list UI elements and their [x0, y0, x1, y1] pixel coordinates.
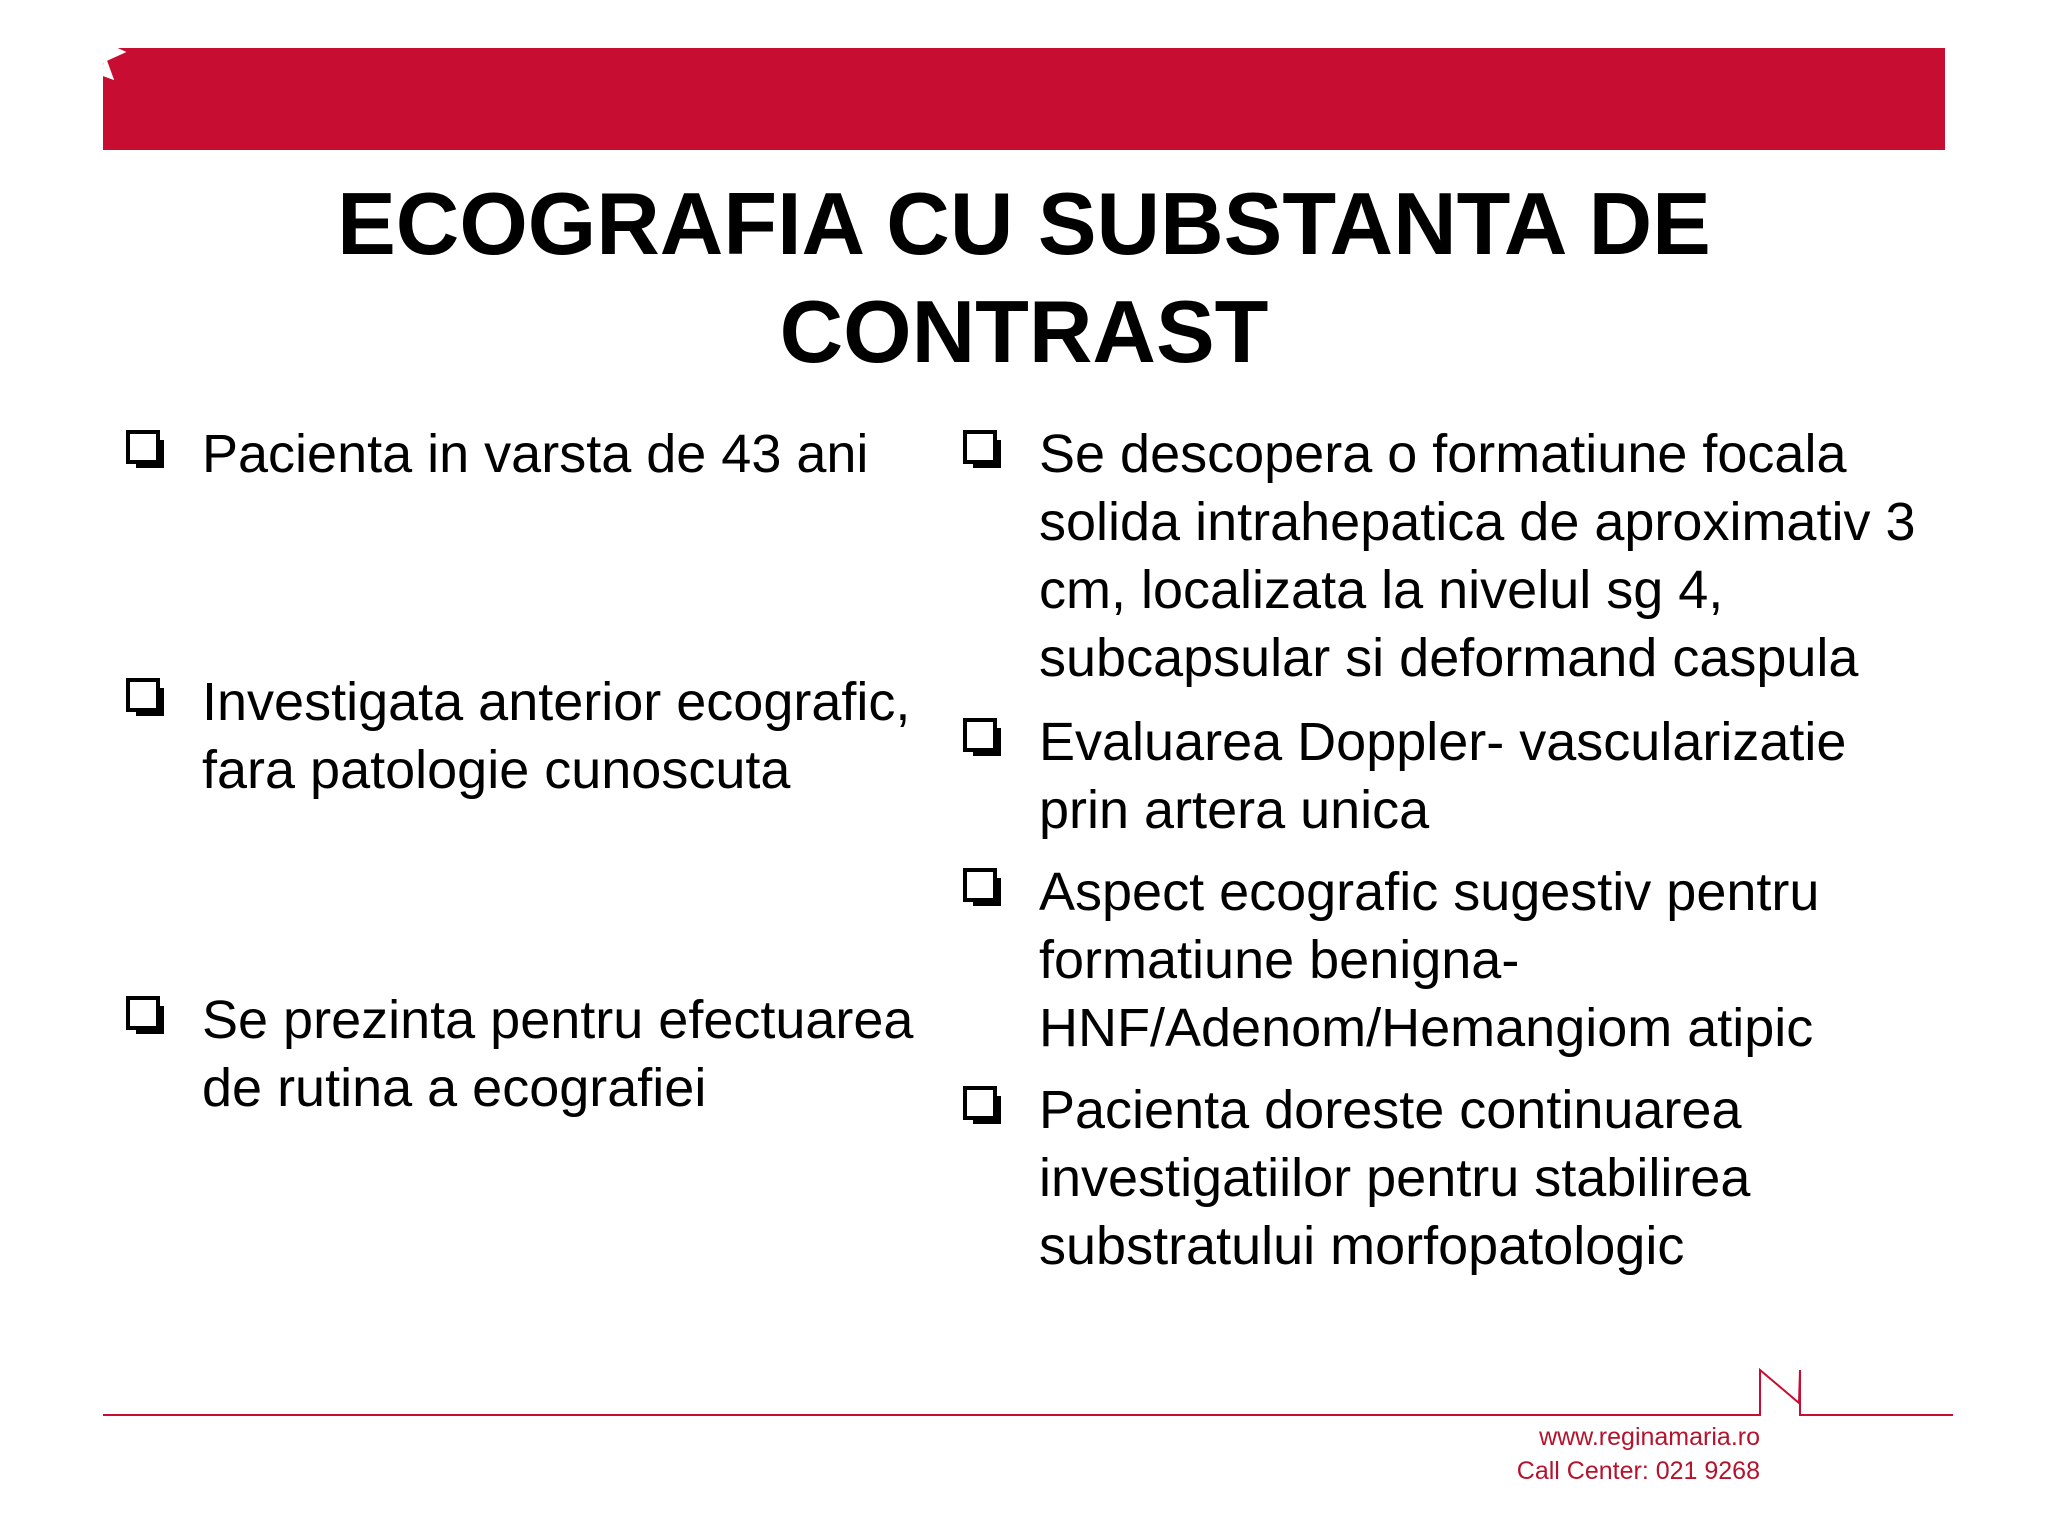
left-bullet-list — [126, 420, 966, 1122]
footer-divider — [103, 1368, 1953, 1416]
list-item — [963, 420, 1983, 692]
checkbox-bullet-icon — [963, 868, 1003, 908]
checkbox-bullet-icon — [963, 430, 1003, 470]
list-item-line: fara patologie cunoscuta — [202, 740, 791, 800]
title-line-2: CONTRAST — [779, 282, 1269, 381]
list-item-line: cm, localizata la nivelul sg 4, — [1039, 560, 1724, 620]
list-item-line: Pacienta in varsta de 43 ani — [202, 424, 869, 484]
list-item-line: prin artera unica — [1039, 780, 1430, 840]
slide-title — [103, 170, 1945, 386]
title-line-1: ECOGRAFIA CU SUBSTANTA DE — [337, 174, 1711, 273]
footer-call-center: Call Center: 021 9268 — [1516, 1457, 1760, 1485]
list-item-line: solida intrahepatica de aproximativ 3 — [1039, 492, 1916, 552]
list-item-line: substratului morfopatologic — [1039, 1216, 1685, 1276]
right-bullet-list — [963, 420, 1983, 1280]
star-logo-icon — [42, 8, 130, 96]
list-item — [963, 708, 1983, 844]
checkbox-bullet-icon — [963, 1086, 1003, 1126]
list-item — [963, 858, 1983, 1062]
list-item-line: Se prezinta pentru efectuarea — [202, 990, 914, 1050]
checkbox-bullet-icon — [963, 718, 1003, 758]
list-item-line: Evaluarea Doppler- vascularizatie — [1039, 712, 1847, 772]
list-item-line: Pacienta doreste continuarea — [1039, 1080, 1742, 1140]
checkbox-bullet-icon — [126, 430, 166, 470]
list-item-line: subcapsular si deformand caspula — [1039, 628, 1859, 688]
list-item-line: Investigata anterior ecografic, — [202, 672, 911, 732]
list-item-line: formatiune benigna- — [1039, 930, 1520, 990]
list-item-line: de rutina a ecografiei — [202, 1058, 707, 1118]
list-item — [963, 1076, 1983, 1280]
list-item — [126, 420, 966, 488]
checkbox-bullet-icon — [126, 678, 166, 718]
list-item-line: investigatiilor pentru stabilirea — [1039, 1148, 1751, 1208]
list-item-line: HNF/Adenom/Hemangiom atipic — [1039, 998, 1814, 1058]
checkbox-bullet-icon — [126, 996, 166, 1036]
list-item — [126, 986, 966, 1122]
list-item — [126, 668, 966, 804]
list-item-line: Aspect ecografic sugestiv pentru — [1039, 862, 1820, 922]
list-item-line: Se descopera o formatiune focala — [1039, 424, 1847, 484]
header-bar — [103, 48, 1945, 150]
footer-website[interactable]: www.reginamaria.ro — [1539, 1423, 1760, 1451]
